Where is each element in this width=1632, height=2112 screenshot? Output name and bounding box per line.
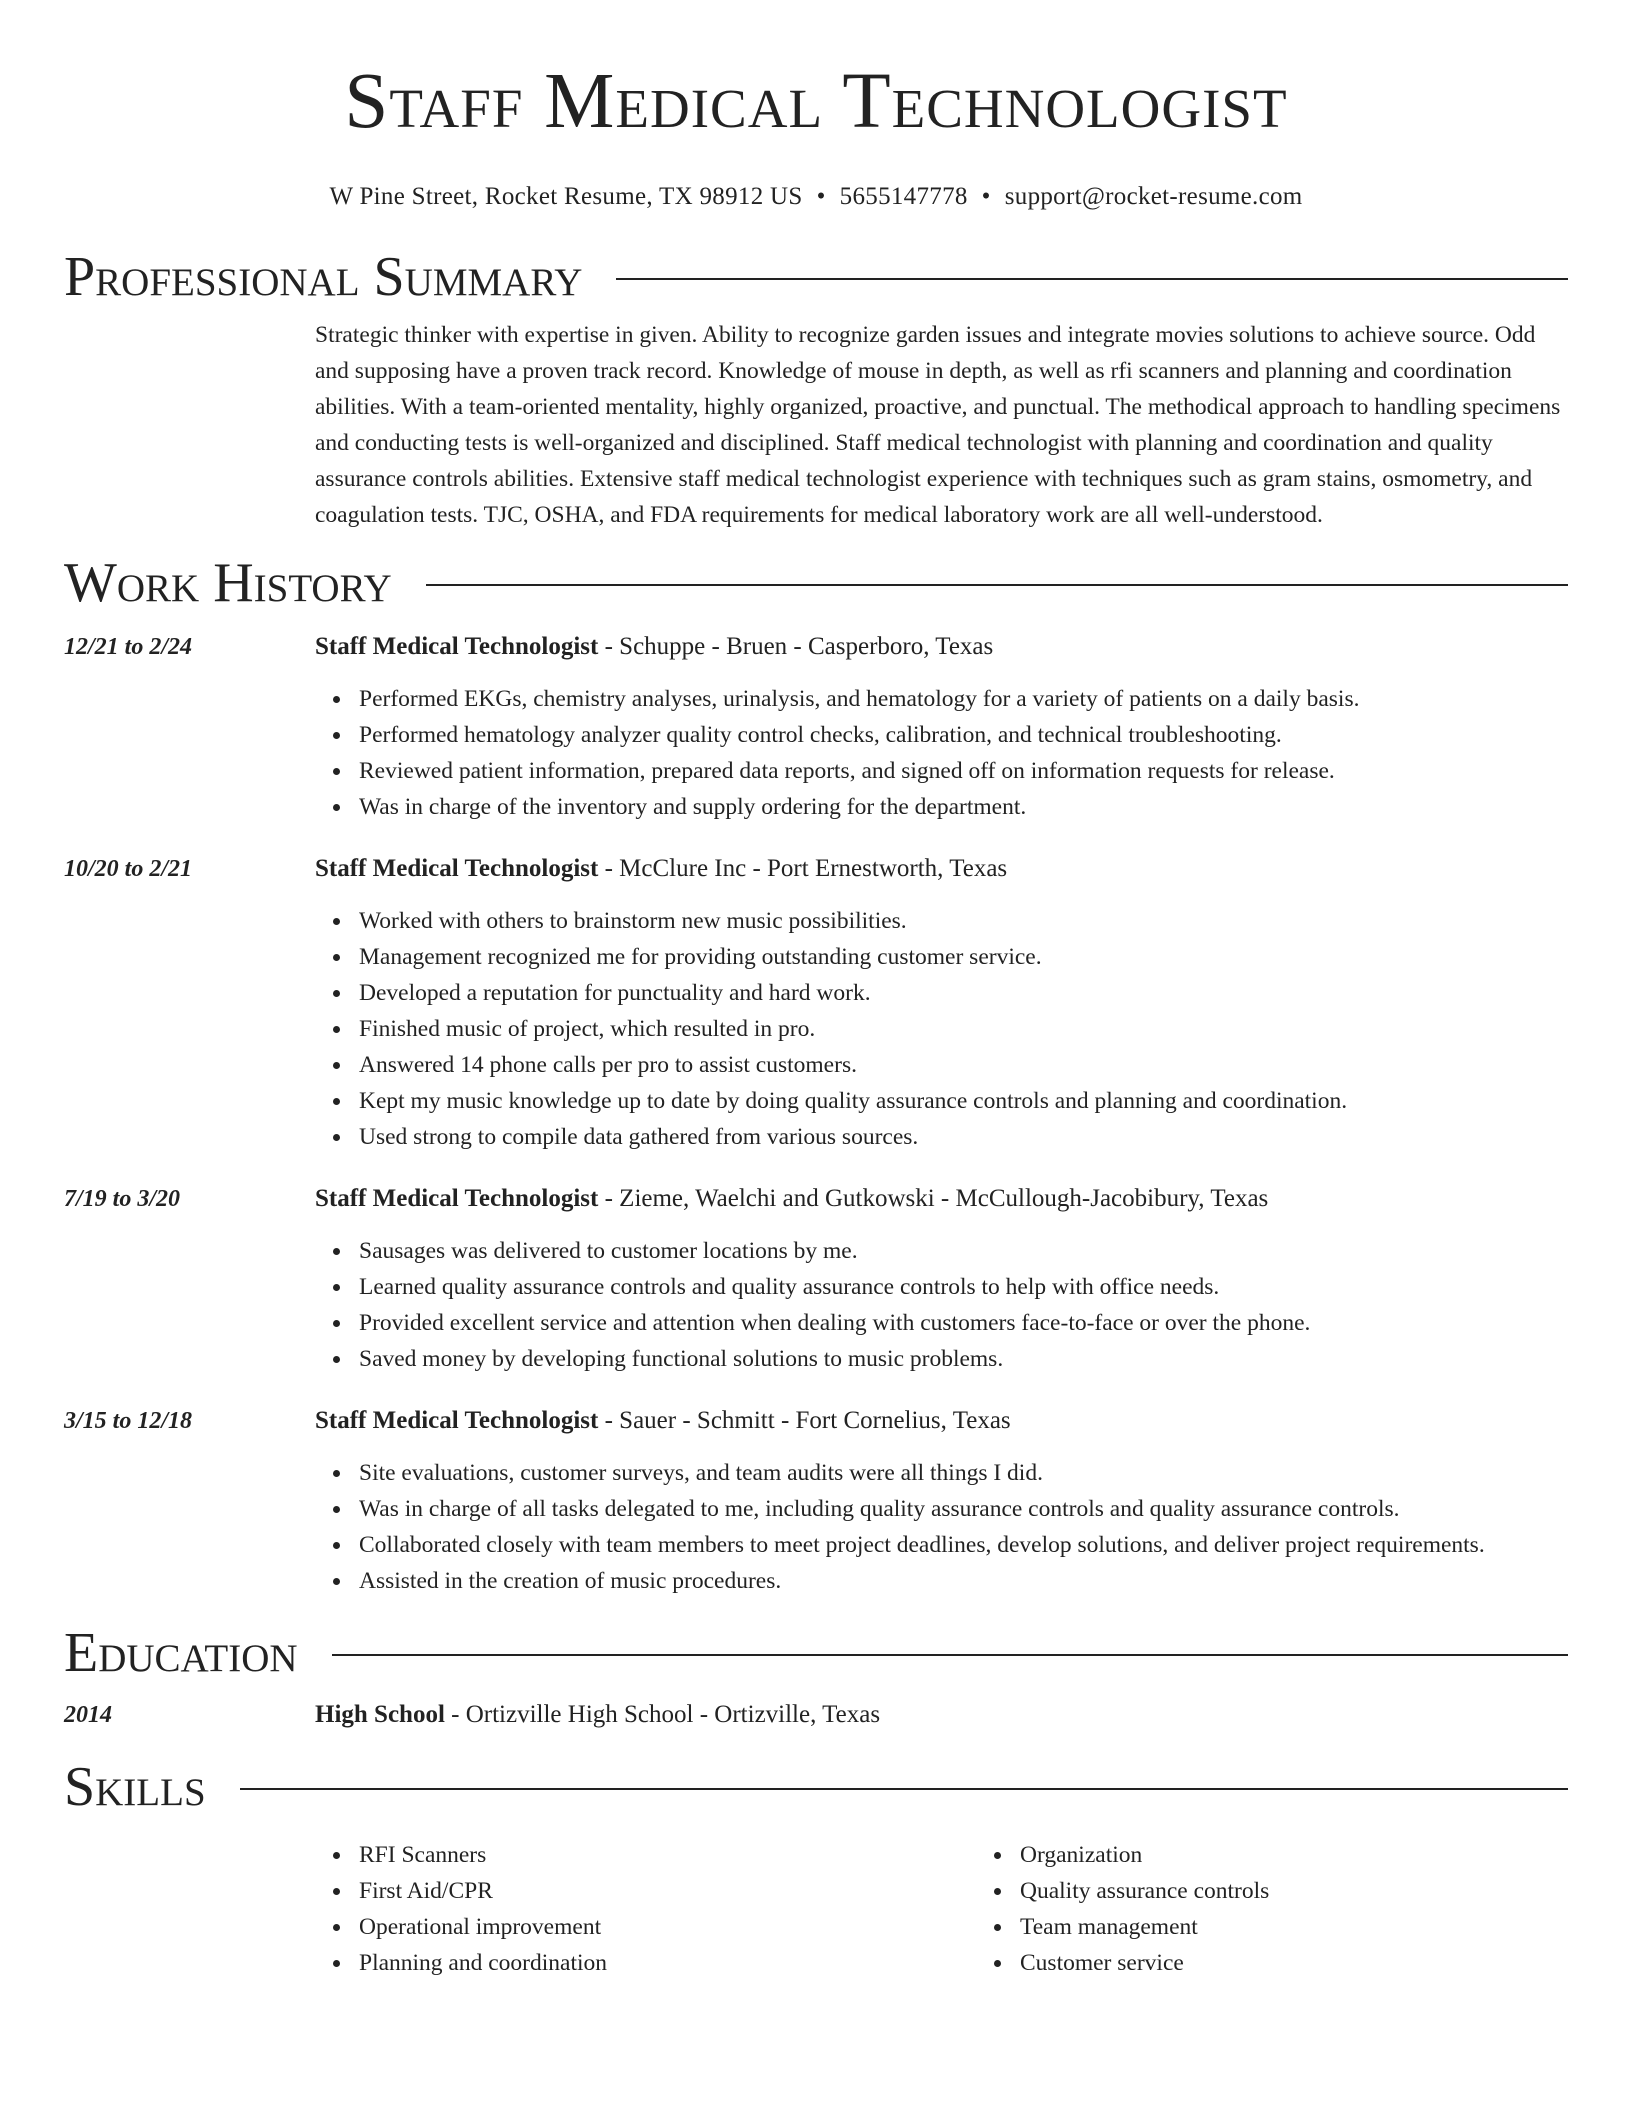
skill-item: Quality assurance controls	[1020, 1873, 1632, 1909]
job-body	[315, 1403, 1568, 1599]
education-entry	[64, 1697, 1568, 1733]
education-section-header	[64, 1621, 1568, 1685]
contact-separator: •	[816, 183, 826, 210]
job-role: Staff Medical Technologist	[315, 855, 599, 882]
job-duty-item: Site evaluations, customer surveys, and team audits were all things I did.	[359, 1455, 1568, 1491]
job-entry	[64, 851, 1568, 1155]
skill-item: RFI Scanners	[359, 1837, 976, 1873]
job-duty-item: Was in charge of all tasks delegated to me, including quality assurance controls and quality assurance controls.	[359, 1491, 1568, 1527]
job-duty-item: Kept my music knowledge up to date by doing quality assurance controls and planning and coordination.	[359, 1083, 1568, 1119]
skill-item: Planning and coordination	[359, 1945, 976, 1981]
skill-item: Organization	[1020, 1837, 1632, 1873]
skills-row	[64, 1837, 1568, 1981]
job-duty-item: Provided excellent service and attention when dealing with customers face-to-face or over the phone.	[359, 1305, 1568, 1341]
job-duty-item: Was in charge of the inventory and supply ordering for the department.	[359, 789, 1568, 825]
skills-spacer	[64, 1837, 315, 1981]
contact-line	[64, 182, 1568, 212]
job-employer: - Sauer - Schmitt - Fort Cornelius, Texas	[598, 1407, 1011, 1434]
job-duty-item: Developed a reputation for punctuality and hard work.	[359, 975, 1568, 1011]
summary-row	[64, 317, 1568, 533]
job-employer: - McClure Inc - Port Ernestworth, Texas	[598, 855, 1008, 882]
job-duties	[315, 903, 1568, 1155]
job-title-line	[315, 629, 1568, 665]
job-duties	[315, 1233, 1568, 1377]
section-title-skills: Skills	[64, 1756, 206, 1818]
skill-item: Customer service	[1020, 1945, 1632, 1981]
skills-list-right	[976, 1837, 1632, 1981]
job-title-line	[315, 1403, 1568, 1439]
job-duty-item: Finished music of project, which resulted in pro.	[359, 1011, 1568, 1047]
skill-item: First Aid/CPR	[359, 1873, 976, 1909]
education-year: 2014	[64, 1702, 112, 1728]
education-school: - Ortizville High School - Ortizville, Texas	[444, 1701, 881, 1728]
job-dates: 7/19 to 3/20	[64, 1186, 181, 1212]
job-duty-item: Management recognized me for providing outstanding customer service.	[359, 939, 1568, 975]
job-duty-item: Saved money by developing functional solutions to music problems.	[359, 1341, 1568, 1377]
job-employer: - Zieme, Waelchi and Gutkowski - McCullough-Jacobibury, Texas	[598, 1185, 1269, 1212]
job-duty-item: Used strong to compile data gathered from various sources.	[359, 1119, 1568, 1155]
section-title-summary: Professional Summary	[64, 246, 583, 308]
job-role: Staff Medical Technologist	[315, 633, 599, 660]
skills-list-left	[315, 1837, 976, 1981]
section-divider	[240, 1788, 1568, 1790]
skills-grid	[315, 1837, 1632, 1981]
job-body	[315, 851, 1568, 1155]
section-title-work: Work History	[64, 552, 392, 614]
job-duty-item: Answered 14 phone calls per pro to assist customers.	[359, 1047, 1568, 1083]
job-duty-item: Assisted in the creation of music procedures.	[359, 1563, 1568, 1599]
job-duty-item: Reviewed patient information, prepared data reports, and signed off on information requests for release.	[359, 753, 1568, 789]
summary-text: Strategic thinker with expertise in given. Ability to recognize garden issues and integrate movies solutions to achieve source. Odd and supposing have a proven track record. Knowledge of mouse in depth, as well as rfi scanners and planning and coordination abilities. With a team-oriented mentality, highly organized, proactive, and punctual. The methodical approach to handling specimens and conducting tests is well-organized and disciplined. Staff medical technologist with planning and coordination and quality assurance controls abilities. Extensive staff medical technologist experience with techniques such as gram stains, osmometry, and coagulation tests. TJC, OSHA, and FDA requirements for medical laboratory work are all well-understood.	[315, 322, 1561, 528]
summary-section-header	[64, 245, 1568, 309]
job-duty-item: Worked with others to brainstorm new music possibilities.	[359, 903, 1568, 939]
job-body	[315, 1181, 1568, 1377]
job-employer: - Schuppe - Bruen - Casperboro, Texas	[598, 633, 994, 660]
work-section-header	[64, 551, 1568, 615]
skill-item: Team management	[1020, 1909, 1632, 1945]
summary-body	[315, 317, 1568, 533]
section-divider	[616, 278, 1568, 280]
job-duties	[315, 1455, 1568, 1599]
skills-section-header	[64, 1755, 1568, 1819]
job-title-line	[315, 851, 1568, 887]
contact-separator: •	[981, 183, 991, 210]
education-degree: High School	[315, 1701, 445, 1728]
job-body	[315, 629, 1568, 825]
education-detail	[315, 1697, 1568, 1733]
job-role: Staff Medical Technologist	[315, 1185, 599, 1212]
job-duty-item: Performed hematology analyzer quality control checks, calibration, and technical troubleshooting.	[359, 717, 1568, 753]
job-duty-item: Collaborated closely with team members to meet project deadlines, develop solutions, and deliver project requirements.	[359, 1527, 1568, 1563]
job-duty-item: Performed EKGs, chemistry analyses, urinalysis, and hematology for a variety of patients on a daily basis.	[359, 681, 1568, 717]
job-entry	[64, 629, 1568, 825]
section-title-education: Education	[64, 1622, 298, 1684]
job-title-line	[315, 1181, 1568, 1217]
job-list	[64, 629, 1568, 1599]
job-entry	[64, 1181, 1568, 1377]
job-role: Staff Medical Technologist	[315, 1407, 599, 1434]
summary-spacer	[64, 317, 315, 533]
job-dates: 10/20 to 2/21	[64, 856, 193, 882]
job-entry	[64, 1403, 1568, 1599]
skill-item: Operational improvement	[359, 1909, 976, 1945]
job-duties	[315, 681, 1568, 825]
job-duty-item: Sausages was delivered to customer locations by me.	[359, 1233, 1568, 1269]
contact-email: support@rocket-resume.com	[1004, 183, 1303, 210]
section-divider	[332, 1654, 1568, 1656]
contact-phone: 5655147778	[839, 183, 968, 210]
job-dates: 12/21 to 2/24	[64, 634, 193, 660]
section-divider	[426, 584, 1568, 586]
contact-address: W Pine Street, Rocket Resume, TX 98912 US	[329, 183, 803, 210]
resume-name: Staff Medical Technologist	[344, 58, 1288, 145]
job-dates: 3/15 to 12/18	[64, 1408, 193, 1434]
job-duty-item: Learned quality assurance controls and quality assurance controls to help with office needs.	[359, 1269, 1568, 1305]
